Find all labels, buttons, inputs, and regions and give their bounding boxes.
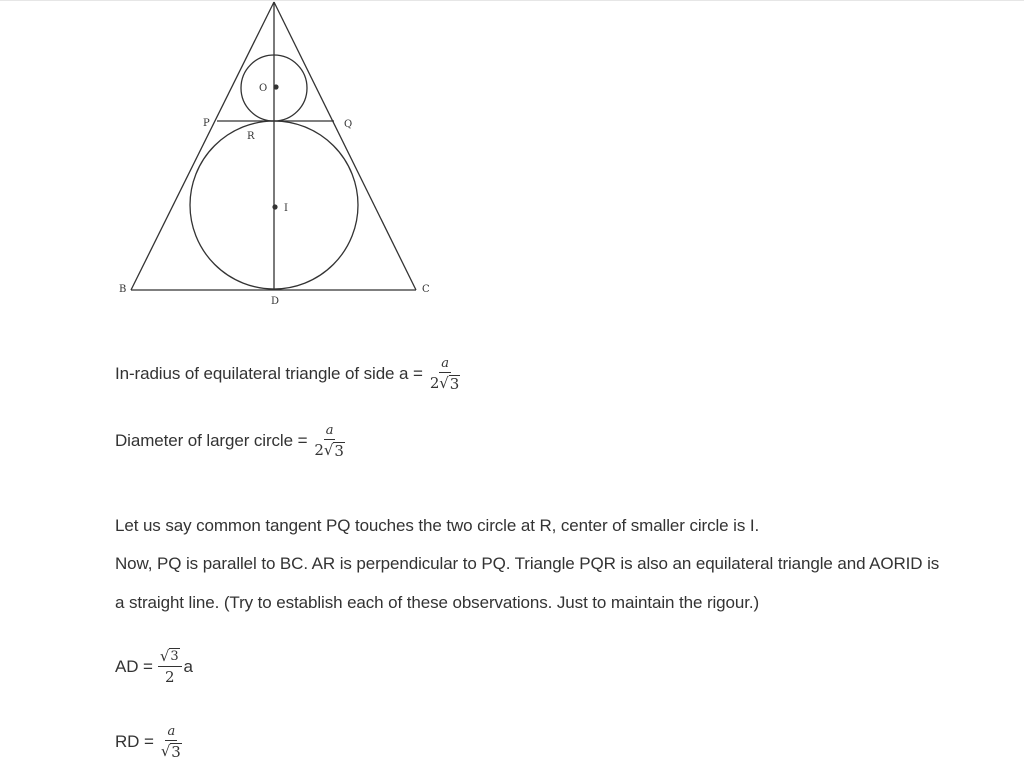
label-i: I [284,203,288,214]
diameter-fraction [312,423,346,459]
label-c: C [422,284,430,295]
rd-denominator [159,741,184,760]
label-p: P [203,118,210,129]
inradius-den-radicand: 3 [449,375,460,393]
ad-equation [115,648,193,686]
paragraph-line-2: Now, PQ is parallel to BC. AR is perpendicular to PQ. Triangle PQR is also an equilateral triangle and AORID is [115,554,940,573]
inradius-den-coef: 2 [429,374,440,392]
rd-equation [115,724,184,760]
sqrt-symbol: √ 3 [160,742,181,761]
ad-fraction [158,648,182,686]
inradius-equation [115,356,462,392]
sqrt-symbol: √ 3 [159,647,179,665]
ad-num-radicand: 3 [170,649,179,664]
sqrt-symbol: √ 3 [439,374,460,393]
diameter-text: Diameter of larger circle = [115,431,308,450]
geometry-figure [0,0,460,320]
ad-label: AD = [115,657,153,676]
inradius-fraction [428,356,462,392]
label-d: D [271,296,280,307]
diameter-equation [115,423,347,459]
diameter-den-coef: 2 [314,441,324,459]
label-o: O [259,83,268,94]
point-o-dot [273,84,278,89]
rd-den-radicand: 3 [171,743,181,761]
rd-numerator: a [167,724,176,739]
inradius-text: In-radius of equilateral triangle of side a = [115,364,423,383]
label-q: Q [344,119,353,130]
diameter-numerator: a [325,423,334,438]
diameter-denominator [312,440,346,459]
sqrt-symbol: √ 3 [323,441,344,460]
ad-suffix: a [183,657,193,676]
inradius-denominator [428,373,462,392]
paragraph-line-1: Let us say common tangent PQ touches the two circle at R, center of smaller circle is I. [115,516,760,535]
label-b: B [119,284,127,295]
rd-label: RD = [115,732,154,751]
ad-denominator: 2 [164,668,175,686]
point-i-dot [272,204,277,209]
diameter-den-radicand: 3 [334,442,344,460]
ad-numerator [158,648,182,667]
paragraph-line-3: a straight line. (Try to establish each of these observations. Just to maintain the rigour.) [115,593,760,612]
side-ac [274,2,416,290]
inradius-numerator: a [441,356,449,371]
label-r: R [247,131,255,142]
side-ab [131,2,274,290]
rd-fraction [159,724,184,760]
